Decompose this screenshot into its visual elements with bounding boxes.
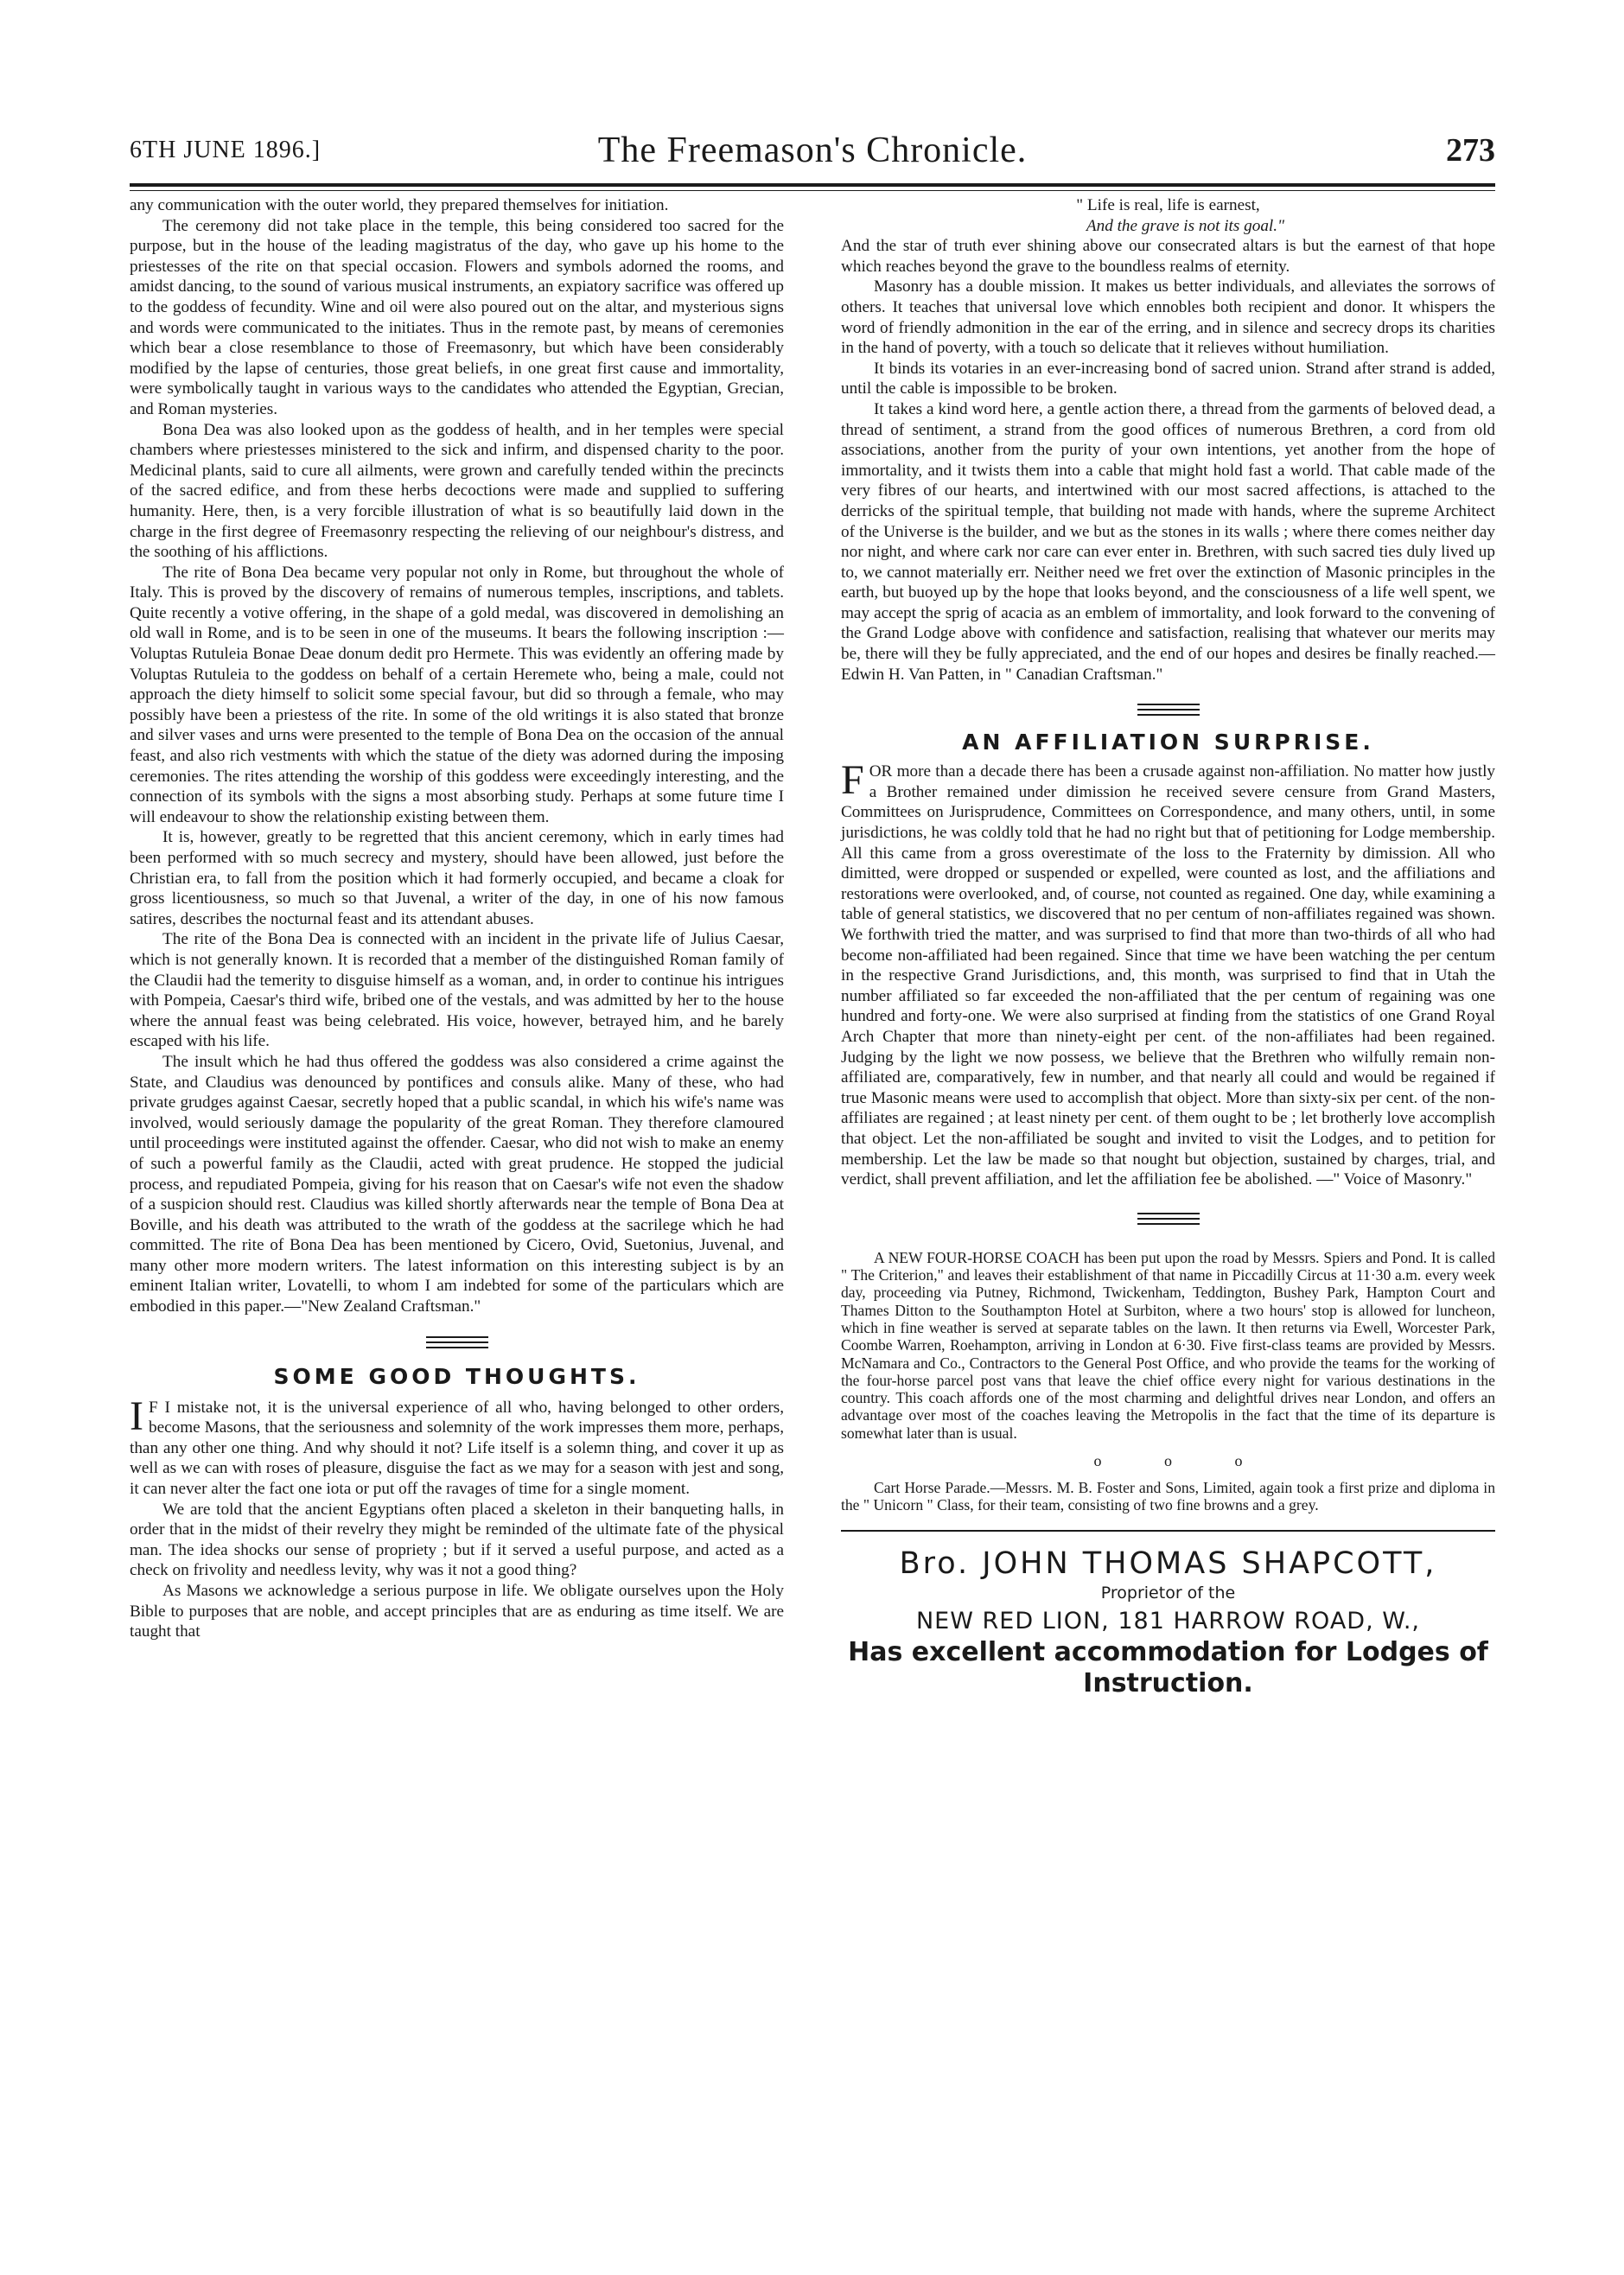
section-first-text: OR more than a decade there has been a crusade against non-affiliation. No matter how justly a Brother remained under dimission he received severe censure from Grand Masters, Committees on Jurisprudence, Committees on Correspondence, and many others, until, in some jurisdictions, he was coldly told that he had no right but that of petitioning for Lodge membership. All this came from a gross overestimate of the loss to the Fraternity by dimission. All who dimitted, were dropped or suspended or expelled, were counted as lost, and the affiliations and restorations were overlooked, and, of course, not counted as regained. One day, while examining a table of general statistics, we discovered that no per centum of non-affiliates regained was shown. We forthwith tried the matter, and was surprised to find that more than two-thirds of all who had become non-affiliated had been regained. Since that time we have been watching the per centum in the respective Grand Jurisdictions, and, this month, was surprised to find that in Utah the number affiliated so far exceeded the non-affiliated that the per centum of regaining was one hundred and forty-one. We were also surprised at finding from the statistics of one Grand Royal Arch Chapter that more than ninety-eight per cent. of the non-affiliates had been regained. Judging by the light we now possess, we believe that the Brethren who wilfully remain non-affiliated are, comparatively, few in number, and that nearly all could and would be regained if true Masonic means were used to accomplish that object. More than sixty-six per cent. of the non-affiliates are regained ; at least ninety per cent. of them ought to be ; let brotherly love accomplish that object. Let the non-affiliated be sought and invited to visit the Lodges, and to petition for membership. Let the law be made so that nought but objection, sustained by charges, trial, and verdict, shall prevent affiliation, and let the affiliation fee be abolished. —" Voice of Masonry." <box>841 762 1495 1189</box>
masthead-title: The Freemason's Chronicle. <box>597 131 1028 170</box>
running-header <box>130 130 1495 182</box>
header-rule-thick <box>130 183 1495 187</box>
ad-offer-end: Instruction. <box>1083 1667 1253 1698</box>
ad-name: Bro. JOHN THOMAS SHAPCOTT, <box>899 1545 1437 1581</box>
article-paragraph: Bona Dea was also looked upon as the goddess of health, and in her temples were special chambers where priestesses ministered to the sick and infirm, and dispensed charity to the poor. Medicinal plants, said to cure all ailments, were grown and carefully tended within the precincts of the sacred edifice, and from these herbs decoctions were made and supplied to suffering humanity. Here, then, is a very forcible illustration of what is so beautifully laid down in the charge in the first degree of Freemasonry respecting the relieving of our neighbour's distress, and the soothing of his afflictions. <box>130 420 784 562</box>
coach-note: A NEW FOUR-HORSE COACH has been put upon the road by Messrs. Spiers and Pond. It is called " The Criterion," and leaves their establishment of that name in Piccadilly Circus at 11·30 a.m. every week day, proceeding via Putney, Richmond, Twickenham, Teddington, Bushey Park, Hampton Court and Thames Ditton to the Southampton Hotel at Surbiton, where a two hours' stop is allowed for luncheon, which in fine weather is served at separate tables on the lawn. It then returns via Ewell, Worcester Park, Coombe Warren, Roehampton, arriving in London at 6·30. Five first-class teams are provided by Messrs. McNamara and Co., Contractors to the General Post Office, and who provide the teams for the working of the four-horse parcel post vans that leave the chief office every night for various destinations in the country. This coach affords one of the most charming and delightful drives near London, and offers an advantage over most of the coaches leaving the Metropolis in the fact that the time of its departure is somewhat later than is usual. <box>841 1248 1495 1442</box>
drop-cap: I <box>130 1392 143 1439</box>
verse-line: " Life is real, life is earnest, <box>1076 196 1260 214</box>
article-paragraph: Masonry has a double mission. It makes us better individuals, and alleviates the sorrows of others. It teaches that universal love which ennobles both recipient and donor. It whispers the word of friendly admonition in the ear of the erring, and in silence and secrecy drops its charities in the hand of poverty, with a touch so delicate that it relieves without humiliation. <box>841 277 1495 358</box>
section-separator <box>1137 704 1200 716</box>
cart-horse-note: Cart Horse Parade.—Messrs. M. B. Foster and Sons, Limited, again took a first prize and diploma in the " Unicorn " Class, for their team, consisting of two fine browns and a grey. <box>841 1478 1495 1514</box>
section-separator <box>426 1336 488 1348</box>
section-separator <box>1137 1213 1200 1225</box>
issue-date: 6TH JUNE 1896.] <box>130 137 322 163</box>
article-paragraph: As Masons we acknowledge a serious purpose in life. We obligate ourselves upon the Holy Bible to purposes that are noble, and accept principles that are as enduring as time itself. We are taught that <box>130 1582 784 1641</box>
article-paragraph: The rite of Bona Dea became very popular not only in Rome, but throughout the whole of Italy. This is proved by the discovery of remains of numerous temples, inscriptions, and tablets. Quite recently a votive offering, in the shape of a gold medal, was discovered in demolishing an old wall in Rome, and is to be seen in one of the museums. It bears the following inscription :—Voluptas Rutuleia Bonae Deae donum dedit pro Hermete. This was evidently an offering made by Voluptas Rutuleia to the goddess on behalf of a certain Heremete who, being a male, could not approach the diety himself to solicit some special favour, but did so through a female, who may possibly have been a priestess of the rite. In some of the old writings it is also stated that bronze and silver vases and urns were presented to the temple of Bona Dea on the occasion of the annual feast, and also rich vestments with which the statue of the diety was adorned during the imposing ceremonies. The rites attending the worship of this goddess were exceedingly interesting, and the connection of its symbols with the signs a most absorbing study. Perhaps at some future time I will endeavour to show the relationship existing between them. <box>130 563 784 826</box>
page-number: 273 <box>1446 132 1495 169</box>
section-title-affiliation: AN AFFILIATION SURPRISE. <box>962 730 1374 755</box>
ad-address: NEW RED LION, 181 HARROW ROAD, W., <box>915 1607 1421 1635</box>
article-paragraph: The ceremony did not take place in the temple, this being considered too sacred for the purpose, but in the house of the leading magistratus of the day, who gave up his home to the priestesses of the rite on that special occasion. Flowers and symbols adorned the rooms, and amidst dancing, to the sound of various musical instruments, an expiatory sacrifice was offered up to the goddess of fecundity. Wine and oil were also poured out on the altar, and mysterious signs and words were communicated to the initiates. Thus in the remote past, by means of ceremonies which bear a close resemblance to those of Freemasonry, but which have been considerably modified by the lapse of centuries, those great beliefs, in one great first cause and immortality, were symbolically taught in various ways to the candidates who attended the Egyptian, Grecian, and Roman mysteries. <box>130 216 784 418</box>
article-paragraph: It binds its votaries in an ever-increasing bond of sacred union. Strand after strand is added, until the cable is impossible to be broken. <box>841 359 1495 398</box>
verse-line: And the grave is not its goal." <box>1086 216 1285 235</box>
article-paragraph: It takes a kind word here, a gentle action there, a thread from the garments of beloved dead, a thread of sentiment, a strand from the good offices of numerous Brethren, a cord from old associations, another from the purity of your own intentions, yet another from the hope of immortality, and it twists them into a cable that might hold fast a world. That cable made of the very fibres of our hearts, and intertwined with our most sacred affections, is attached to the derricks of the spiritual temple, that building not made with hands, where the supreme Architect of the Universe is the builder, and we but as the stones in its walls ; where there comes neither day nor night, and where cark nor care can ever enter in. Brethren, with such sacred ties duly lived up to, we cannot materially err. Neither need we fret over the extinction of Masonic principles in the earth, but buoyed up by the hope that looks beyond, and the consciousness of a life well spent, we may accept the sprig of acacia as an emblem of immortality, and look forward to the convening of the Grand Lodge above with confidence and satisfaction, realising that whatever our merits may be, there will they be fully appreciated, and the end of our hopes and desires be finally reached.—Edwin H. Van Patten, in " Canadian Craftsman." <box>841 399 1495 684</box>
article-paragraph: any communication with the outer world, they prepared themselves for initiation. <box>130 196 669 214</box>
advert-rule <box>841 1530 1495 1532</box>
article-paragraph: The rite of the Bona Dea is connected with an incident in the private life of Julius Caesar, which is not generally known. It is recorded that a member of the distinguished Roman family of the Claudii had the temerity to disguise himself as a woman, and, in order to continue his intrigues with Pompeia, Caesar's third wife, bribed one of the vestals, and was admitted by her to the house where the annual feast was being celebrated. His voice, however, betrayed him, and he barely escaped with his life. <box>130 930 784 1051</box>
drop-cap: F <box>841 757 864 804</box>
ad-offer: Has excellent accommodation for Lodges of <box>848 1636 1488 1667</box>
article-paragraph: The insult which he had thus offered the goddess was also considered a crime against the State, and Claudius was denounced by pontifices and consuls alike. Many of these, who had private grudges against Caesar, secretly hoped that a public scandal, in which his wife's name was involved, would seriously damage the popularity of the great Roman. They therefore clamoured until proceedings were instituted against the offender. Caesar, who did not wish to make an enemy of such a powerful family as the Claudii, acted with great prudence. He stopped the judicial process, and repudiated Pompeia, giving for his reason that on Caesar's wife not even the shadow of a suspicion should rest. Claudius was killed shortly afterwards near the temple of Bona Dea at Boville, and his death was attributed to the wrath of the goddess at the sacrilege which he had committed. The rite of Bona Dea has been mentioned by Cicero, Ovid, Suetonius, Juvenal, and many other more modern writers. The latest information on this interesting subject is by an eminent Italian writer, Lovatelli, to whom I am indebted for some of the particulars which are embodied in this paper.—"New Zealand Craftsman." <box>130 1052 784 1316</box>
article-paragraph: We are told that the ancient Egyptians often placed a skeleton in their banqueting halls, in order that in the midst of their revelry they might be reminded of the ultimate fate of the physical man. The idea shocks our sense of propriety ; but if it served a useful purpose, and acted as a check on frivolity and needless levity, why was it not a good thing? <box>130 1500 784 1580</box>
section-title-good-thoughts: SOME GOOD THOUGHTS. <box>273 1363 640 1389</box>
article-paragraph: And the star of truth ever shining above our consecrated altars is but the earnest of that hope which reaches beyond the grave to the boundless realms of eternity. <box>841 237 1495 276</box>
ad-role: Proprietor of the <box>1100 1583 1236 1603</box>
section-first-paragraph <box>841 757 1495 1189</box>
section-first-text: F I mistake not, it is the universal experience of all who, having belonged to other orders, become Masons, that the seriousness and solemnity of the work impresses them more, perhaps, than any other one thing. And why should it not? Life itself is a solemn thing, and cover it up as well as we can with roses of pleasure, disguise the fact as we may for a season with jest and song, it can never alter the fact one iota or put off the ravages of time for a single moment. <box>130 1398 784 1499</box>
article-paragraph: It is, however, greatly to be regretted that this ancient ceremony, which in early times had been performed with so much secrecy and mystery, should have been allowed, just before the Christian era, to fall from the position which it had formerly occupied, and became a cloak for gross licentiousness, so much so that Juvenal, a writer of the day, in one of his now famous satires, describes the nocturnal feast and its attendant abuses. <box>130 828 784 928</box>
right-column <box>841 195 1495 1699</box>
verse-quote <box>841 195 1495 236</box>
section-first-paragraph <box>130 1392 784 1500</box>
left-column <box>130 195 784 1642</box>
header-rule-thin <box>130 190 1495 191</box>
news-notes <box>841 1249 1495 1514</box>
ornament-divider: o o o <box>1093 1451 1272 1469</box>
advertisement <box>841 1545 1495 1699</box>
